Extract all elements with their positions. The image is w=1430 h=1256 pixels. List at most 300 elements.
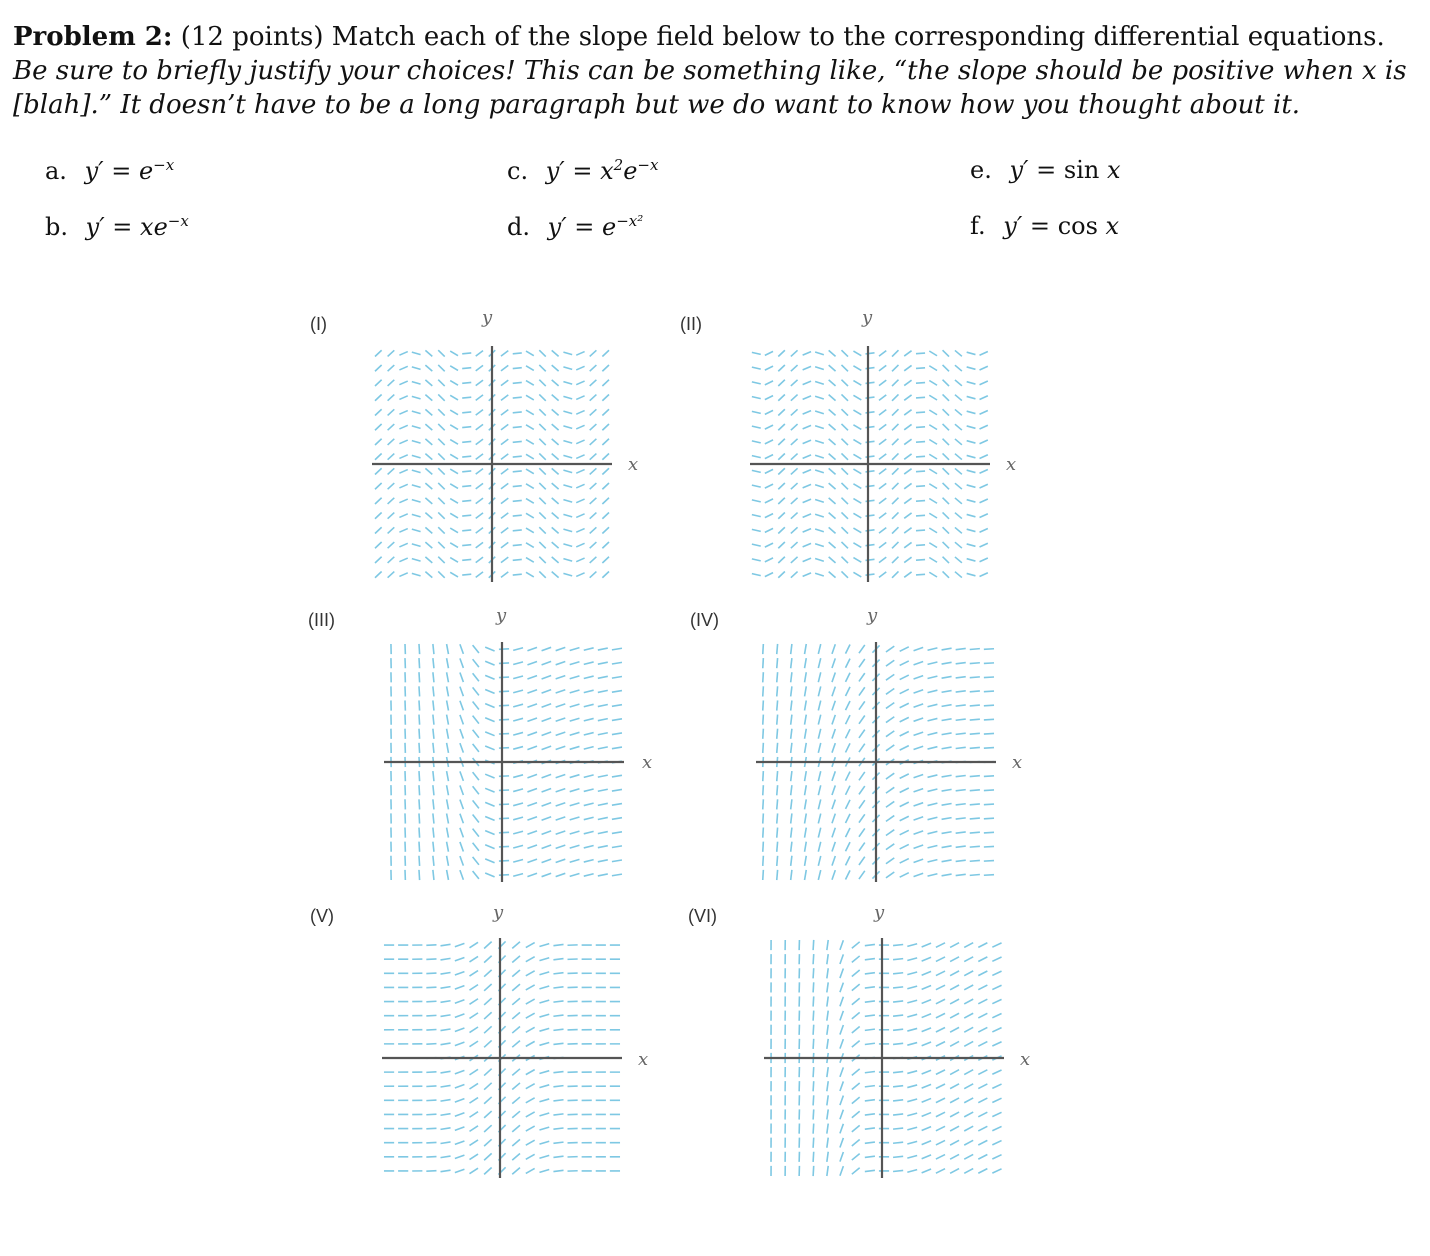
slope-segment (992, 971, 1001, 975)
slope-segment (778, 394, 785, 400)
slope-segment (553, 944, 563, 945)
slope-segment (438, 542, 444, 548)
slope-segment (476, 410, 483, 415)
slope-segment (967, 470, 976, 472)
slope-segment (526, 1041, 535, 1046)
slope-segment (425, 542, 432, 548)
slope-segment (612, 775, 622, 777)
slope-segment (426, 1114, 436, 1115)
slope-segment (907, 1141, 917, 1144)
slope-segment (598, 846, 608, 848)
slope-segment (832, 842, 835, 852)
slope-segment (840, 1110, 843, 1120)
slope-segment (980, 573, 988, 577)
slope-segment (865, 1071, 875, 1072)
slope-segment (956, 719, 966, 720)
slope-segment (419, 715, 420, 725)
slope-segment (539, 986, 549, 989)
slope-segment (916, 530, 925, 531)
slope-segment (928, 718, 938, 720)
slope-segment (426, 1142, 436, 1143)
slope-segment (791, 672, 792, 682)
slope-segment (907, 972, 917, 975)
x-axis-label-4: x (1012, 752, 1023, 773)
slope-segment (563, 367, 572, 370)
slope-segment (955, 424, 962, 430)
slope-segment (978, 999, 987, 1004)
slope-segment (526, 425, 534, 430)
slope-segment (936, 1155, 945, 1160)
slope-segment (936, 971, 945, 976)
slope-segment (791, 700, 792, 710)
slope-segment (832, 856, 835, 866)
slope-segment (450, 469, 458, 474)
slope-segment (462, 530, 471, 531)
slope-segment (450, 572, 458, 577)
slope-segment (846, 772, 850, 781)
panel-label-3: (III) (308, 610, 335, 630)
slope-segment (803, 484, 811, 487)
slope-segment (527, 859, 537, 862)
slope-segment (441, 1170, 451, 1172)
slope-segment (859, 843, 865, 851)
slope-segment (832, 658, 835, 668)
slope-segment (832, 828, 835, 838)
slope-segment (936, 1126, 945, 1131)
slope-segment (943, 380, 949, 386)
slope-segment (513, 574, 522, 575)
slope-segment (942, 874, 952, 876)
slope-segment (590, 380, 597, 386)
y-axis-label-3: y (496, 605, 507, 626)
slope-segment (865, 944, 875, 945)
slope-segment (563, 455, 572, 458)
slope-segment (791, 365, 798, 371)
slope-segment (612, 733, 622, 735)
slope-segment (552, 365, 559, 371)
slope-segment (419, 799, 420, 809)
slope-segment (970, 875, 980, 876)
slope-segment (512, 1041, 520, 1048)
slope-segment (484, 1139, 492, 1146)
slope-segment (570, 732, 580, 735)
slope-segment (433, 644, 434, 654)
slope-segment (922, 1127, 931, 1131)
slope-segment (455, 1127, 465, 1130)
slope-segment (527, 845, 537, 848)
slope-segment (967, 441, 976, 443)
slope-segment (388, 424, 395, 430)
slope-segment (879, 395, 886, 400)
slope-segment (590, 557, 597, 563)
slope-segment (513, 732, 523, 735)
slope-segment (840, 997, 843, 1007)
slope-segment (893, 1142, 903, 1143)
slope-segment (829, 454, 836, 460)
slope-segment (827, 1152, 828, 1162)
slope-segment (476, 351, 483, 356)
slope-segment (412, 382, 421, 385)
slope-segment (473, 871, 479, 879)
slope-segment (984, 733, 994, 734)
slope-segment (893, 1100, 903, 1101)
slope-segment (476, 513, 483, 518)
slope-segment (964, 1140, 973, 1145)
slope-segment (942, 662, 952, 664)
slope-segment (914, 690, 924, 693)
slope-segment (865, 1015, 875, 1016)
slope-segment (992, 1098, 1001, 1102)
slope-segment (438, 571, 444, 577)
slope-segment (513, 747, 523, 750)
slope-segment (388, 572, 395, 578)
slope-segment (556, 803, 566, 806)
slope-segment (829, 365, 836, 371)
slope-segment (602, 365, 609, 371)
slope-segment (929, 498, 937, 503)
slope-segment (777, 658, 778, 668)
slope-segment (852, 942, 860, 948)
slope-segment (984, 663, 994, 664)
slope-segment (886, 674, 894, 680)
slope-segment (955, 395, 962, 401)
slope-segment (865, 353, 874, 354)
slope-segment (892, 350, 898, 356)
slope-segment (992, 1112, 1001, 1116)
slope-segment (922, 971, 931, 975)
slope-segment (602, 527, 609, 533)
slope-segment (598, 690, 608, 692)
slope-segment (827, 1025, 828, 1035)
slope-segment (805, 842, 807, 852)
slope-segment (852, 998, 860, 1004)
slope-segment (950, 1013, 959, 1018)
slope-segment (542, 845, 552, 848)
slope-segment (805, 686, 807, 696)
slope-segment (460, 856, 463, 866)
slope-segment (929, 410, 937, 415)
slope-segment (553, 1086, 563, 1087)
slope-segment (936, 1169, 945, 1174)
slope-segment (476, 365, 483, 370)
slope-segment (552, 424, 559, 430)
slope-segment (815, 382, 824, 385)
slope-segment (815, 441, 824, 444)
slope-segment (840, 1096, 843, 1106)
slope-segment (425, 498, 432, 504)
slope-segment (832, 785, 835, 795)
slope-segment (584, 874, 594, 876)
slope-segment (438, 409, 444, 415)
slope-segment (512, 1125, 520, 1132)
slope-segment (778, 512, 785, 518)
slope-segment (375, 557, 382, 563)
slope-segment (388, 439, 395, 445)
slope-segment (791, 658, 792, 668)
slope-segment (553, 1170, 563, 1171)
slope-segment (818, 743, 820, 753)
slope-segment (829, 424, 836, 430)
slope-segment (473, 730, 479, 738)
slope-segment (853, 440, 861, 445)
slope-segment (865, 397, 874, 398)
slope-segment (576, 514, 584, 518)
slope-segment (900, 859, 909, 863)
slope-segment (907, 1043, 917, 1046)
slope-segment (513, 775, 523, 778)
slope-segment (526, 943, 535, 948)
slope-segment (752, 441, 761, 443)
slope-segment (412, 367, 421, 370)
slope-segment (513, 441, 522, 442)
slope-segment (526, 513, 534, 518)
slope-segment (956, 832, 966, 833)
slope-segment (791, 799, 792, 809)
slope-segment (984, 790, 994, 791)
slope-segment (447, 856, 449, 866)
slope-segment (879, 351, 886, 356)
slope-segment (900, 675, 909, 679)
slope-segment (476, 542, 483, 547)
slope-segment (441, 1128, 451, 1130)
slope-segment (955, 380, 962, 386)
slope-segment (892, 483, 898, 489)
slope-segment (942, 775, 952, 777)
slope-segment (399, 455, 407, 459)
slope-segment (526, 1084, 535, 1089)
slope-segment (388, 395, 395, 401)
slope-segment (893, 987, 903, 988)
slope-segment (967, 573, 976, 575)
slope-segment (375, 350, 382, 356)
panel-label-6: (VI) (688, 906, 717, 926)
slope-segment (447, 672, 449, 682)
slope-segment (553, 1156, 563, 1157)
slope-segment (612, 874, 622, 876)
slope-segment (956, 776, 966, 777)
slope-segment (853, 454, 861, 459)
slope-segment (752, 544, 761, 546)
slope-segment (900, 873, 909, 877)
slope-segment (598, 832, 608, 834)
slope-segment (484, 1083, 492, 1090)
slope-segment (450, 454, 458, 459)
slope-segment (964, 1013, 973, 1018)
slope-segment (765, 469, 773, 473)
slope-segment (462, 397, 471, 398)
slope-segment (943, 483, 949, 489)
slope-segment (928, 831, 938, 833)
slope-segment (922, 1141, 931, 1145)
slope-segment (805, 828, 807, 838)
slope-segment (476, 439, 483, 444)
slope-segment (399, 381, 407, 385)
slope-segment (553, 1128, 563, 1129)
slope-segment (527, 732, 537, 735)
problem-title: Problem 2: (13, 22, 173, 52)
slope-segment (412, 559, 421, 562)
slope-segment (886, 646, 894, 652)
slope-segment (936, 943, 945, 948)
slope-segment (852, 1168, 860, 1174)
slope-segment (936, 1112, 945, 1117)
slope-segment (846, 814, 850, 823)
slope-segment (556, 690, 566, 693)
slope-segment (922, 1098, 931, 1102)
panel-label-4: (IV) (690, 610, 719, 630)
slope-segment (552, 350, 559, 356)
slope-segment (813, 1067, 814, 1077)
slope-segment (501, 483, 508, 488)
slope-segment (841, 542, 848, 548)
slope-segment (859, 701, 865, 709)
slope-segment (929, 366, 937, 371)
slope-segment (556, 789, 566, 792)
slope-segment (513, 803, 523, 806)
slope-segment (501, 410, 508, 415)
slope-segment (412, 411, 421, 414)
slope-segment (752, 515, 761, 517)
slope-segment (778, 468, 785, 474)
slope-segment (485, 859, 494, 863)
slope-segment (791, 542, 798, 548)
slope-segment (900, 703, 909, 707)
slope-segment (827, 968, 828, 978)
slope-segment (840, 1011, 843, 1021)
slope-segment (803, 440, 811, 443)
slope-segment (576, 529, 584, 533)
slope-segment (539, 380, 545, 386)
slope-segment (765, 366, 773, 370)
slope-segment (922, 1042, 931, 1046)
slope-segment (829, 468, 836, 474)
slope-segment (484, 942, 492, 949)
slope-segment (956, 846, 966, 847)
slope-segment (426, 1001, 436, 1002)
slope-segment (846, 842, 850, 851)
slope-segment (552, 527, 559, 533)
slope-segment (602, 483, 609, 489)
slope-segment (484, 1125, 492, 1132)
slope-segment (916, 383, 925, 384)
slope-segment (777, 828, 778, 838)
slope-segment (388, 483, 395, 489)
slope-segment (433, 842, 434, 852)
slope-segment (485, 661, 494, 665)
slope-segment (375, 483, 382, 489)
slope-segment (450, 543, 458, 548)
slope-segment (526, 985, 535, 990)
slope-segment (803, 411, 811, 414)
slope-segment (763, 842, 764, 852)
slope-segment (763, 870, 764, 880)
slope-segment (513, 831, 523, 834)
slope-segment (425, 513, 432, 519)
slope-segment (752, 352, 761, 354)
panel-label-2: (II) (680, 314, 702, 334)
slope-segment (886, 688, 894, 694)
slope-segment (829, 483, 836, 489)
slope-segment (967, 529, 976, 531)
slope-segment (539, 498, 545, 504)
slope-segment (805, 856, 807, 866)
slope-segment (539, 439, 545, 445)
slope-segment (813, 1025, 814, 1035)
slope-segment (513, 471, 522, 472)
slope-segment (950, 1169, 959, 1174)
slope-segment (778, 424, 785, 430)
slope-segment (552, 513, 559, 519)
slope-segment (425, 483, 432, 489)
slope-segment (916, 515, 925, 516)
slope-segment (584, 803, 594, 805)
slope-segment (943, 394, 949, 400)
slope-segment (950, 1112, 959, 1117)
slope-segment (829, 439, 836, 445)
slope-segment (539, 542, 545, 548)
slope-segment (433, 856, 434, 866)
slope-segment (929, 469, 937, 474)
slope-segment (375, 468, 382, 474)
slope-segment (553, 1043, 563, 1044)
slope-segment (455, 1169, 465, 1172)
slope-segment (813, 1152, 814, 1162)
slope-segment (602, 395, 609, 401)
slope-segment (542, 732, 552, 735)
slope-segment (936, 985, 945, 990)
slope-segment (829, 350, 836, 356)
slope-segment (584, 704, 594, 706)
slope-segment (447, 729, 449, 739)
slope-segment (441, 1114, 451, 1116)
slope-segment (853, 528, 861, 533)
slope-segment (791, 813, 792, 823)
slope-segment (914, 774, 924, 777)
slope-segment (841, 409, 848, 415)
slope-segment (388, 498, 395, 504)
slope-segment (777, 672, 778, 682)
slope-segment (928, 789, 938, 791)
slope-segment (980, 352, 988, 356)
slope-segment (426, 1015, 436, 1016)
slope-segment (425, 350, 432, 356)
slope-segment (791, 468, 798, 474)
slope-segment (553, 1029, 563, 1030)
slope-segment (576, 499, 584, 503)
slope-segment (433, 729, 434, 739)
slope-segment (526, 1140, 535, 1145)
slope-segment (815, 514, 824, 517)
slope-segment (791, 771, 792, 781)
slope-segment (590, 542, 597, 548)
slope-segment (399, 573, 407, 577)
slope-segment (576, 543, 584, 547)
slope-segment (570, 831, 580, 834)
slope-segment (791, 715, 792, 725)
slope-segment (832, 814, 835, 824)
slope-segment (967, 411, 976, 413)
slope-segment (513, 382, 522, 383)
slope-segment (978, 985, 987, 990)
slope-segment (438, 453, 444, 459)
y-axis-label-5: y (493, 902, 504, 923)
slope-segment (879, 380, 886, 385)
slope-segment (852, 1083, 860, 1089)
slope-segment (818, 799, 820, 809)
slope-segment (513, 662, 523, 665)
slope-segment (752, 529, 761, 531)
slope-segment (447, 771, 449, 781)
